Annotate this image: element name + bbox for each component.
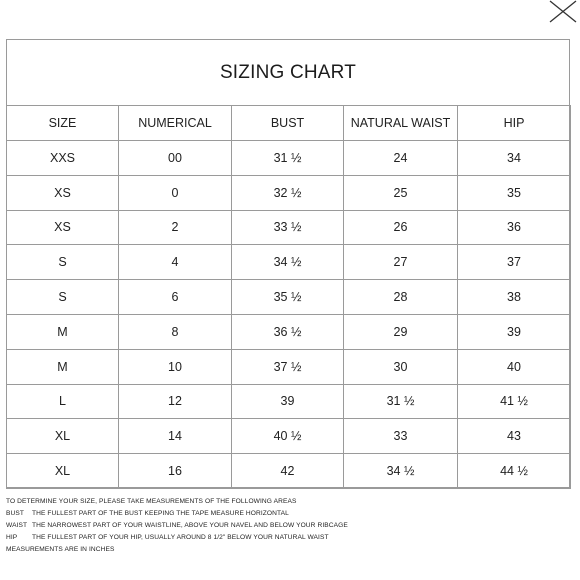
cell-size: S: [7, 280, 119, 315]
cell-size: XL: [7, 454, 119, 489]
cell-bust: 35 ½: [232, 280, 344, 315]
cell-bust: 37 ½: [232, 349, 344, 384]
cell-waist: 30: [344, 349, 458, 384]
table-row: [7, 141, 571, 176]
cell-hip: 41 ½: [458, 384, 571, 419]
cell-hip: 40: [458, 349, 571, 384]
cell-size: S: [7, 245, 119, 280]
cell-size: XS: [7, 175, 119, 210]
notes-footer: MEASUREMENTS ARE IN INCHES: [6, 546, 115, 553]
cell-waist: 29: [344, 314, 458, 349]
cell-waist: 24: [344, 141, 458, 176]
cell-waist: 25: [344, 175, 458, 210]
notes-intro: TO DETERMINE YOUR SIZE, PLEASE TAKE MEASUREMENTS OF THE FOLLOWING AREAS: [6, 498, 297, 505]
cell-hip: 44 ½: [458, 454, 571, 489]
note-bust-text: THE FULLEST PART OF THE BUST KEEPING THE TAPE MEASURE HORIZONTAL: [32, 510, 289, 517]
cell-waist: 26: [344, 210, 458, 245]
cell-bust: 33 ½: [232, 210, 344, 245]
table-row: [7, 384, 571, 419]
cell-bust: 42: [232, 454, 344, 489]
cell-numerical: 6: [119, 280, 232, 315]
cell-bust: 36 ½: [232, 314, 344, 349]
cell-size: M: [7, 349, 119, 384]
cell-bust: 40 ½: [232, 419, 344, 454]
cell-numerical: 0: [119, 175, 232, 210]
table-row: [7, 349, 571, 384]
header-natural-waist: NATURAL WAIST: [344, 106, 458, 141]
cell-hip: 34: [458, 141, 571, 176]
note-hip-term: HIP: [6, 534, 18, 541]
cell-bust: 32 ½: [232, 175, 344, 210]
cell-numerical: 00: [119, 141, 232, 176]
header-numerical: NUMERICAL: [119, 106, 232, 141]
cell-numerical: 14: [119, 419, 232, 454]
close-icon: [546, 0, 580, 26]
cell-hip: 35: [458, 175, 571, 210]
table-row: [7, 210, 571, 245]
cell-hip: 38: [458, 280, 571, 315]
cell-size: XL: [7, 419, 119, 454]
cell-hip: 43: [458, 419, 571, 454]
chart-title: SIZING CHART: [219, 62, 357, 83]
table-header-row: [7, 106, 571, 141]
cell-bust: 34 ½: [232, 245, 344, 280]
cell-size: XS: [7, 210, 119, 245]
cell-bust: 31 ½: [232, 141, 344, 176]
sizing-chart: [6, 39, 570, 488]
table-row: [7, 314, 571, 349]
cell-numerical: 10: [119, 349, 232, 384]
table-row: [7, 245, 571, 280]
cell-numerical: 4: [119, 245, 232, 280]
cell-size: XXS: [7, 141, 119, 176]
cell-waist: 27: [344, 245, 458, 280]
cell-numerical: 8: [119, 314, 232, 349]
cell-size: M: [7, 314, 119, 349]
note-hip-text: THE FULLEST PART OF YOUR HIP, USUALLY AROUND 8 1/2" BELOW YOUR NATURAL WAIST: [32, 534, 329, 541]
table-row: [7, 175, 571, 210]
cell-waist: 33: [344, 419, 458, 454]
note-waist-term: WAIST: [6, 522, 28, 529]
cell-numerical: 16: [119, 454, 232, 489]
table-row: [7, 419, 571, 454]
cell-waist: 34 ½: [344, 454, 458, 489]
cell-waist: 28: [344, 280, 458, 315]
cell-numerical: 12: [119, 384, 232, 419]
cell-size: L: [7, 384, 119, 419]
note-bust-term: BUST: [6, 510, 24, 517]
header-size: SIZE: [7, 106, 119, 141]
note-hip: [6, 532, 566, 544]
header-bust: BUST: [232, 106, 344, 141]
table-row: [7, 280, 571, 315]
cell-bust: 39: [232, 384, 344, 419]
size-table: [6, 105, 571, 489]
note-waist: [6, 520, 566, 532]
note-bust: [6, 508, 566, 520]
header-hip: HIP: [458, 106, 571, 141]
cell-hip: 37: [458, 245, 571, 280]
table-row: [7, 454, 571, 489]
cell-numerical: 2: [119, 210, 232, 245]
measurement-notes: [6, 496, 566, 556]
close-button[interactable]: [546, 0, 580, 26]
note-waist-text: THE NARROWEST PART OF YOUR WAISTLINE, ABOVE YOUR NAVEL AND BELOW YOUR RIBCAGE: [32, 522, 348, 529]
cell-waist: 31 ½: [344, 384, 458, 419]
cell-hip: 36: [458, 210, 571, 245]
cell-hip: 39: [458, 314, 571, 349]
